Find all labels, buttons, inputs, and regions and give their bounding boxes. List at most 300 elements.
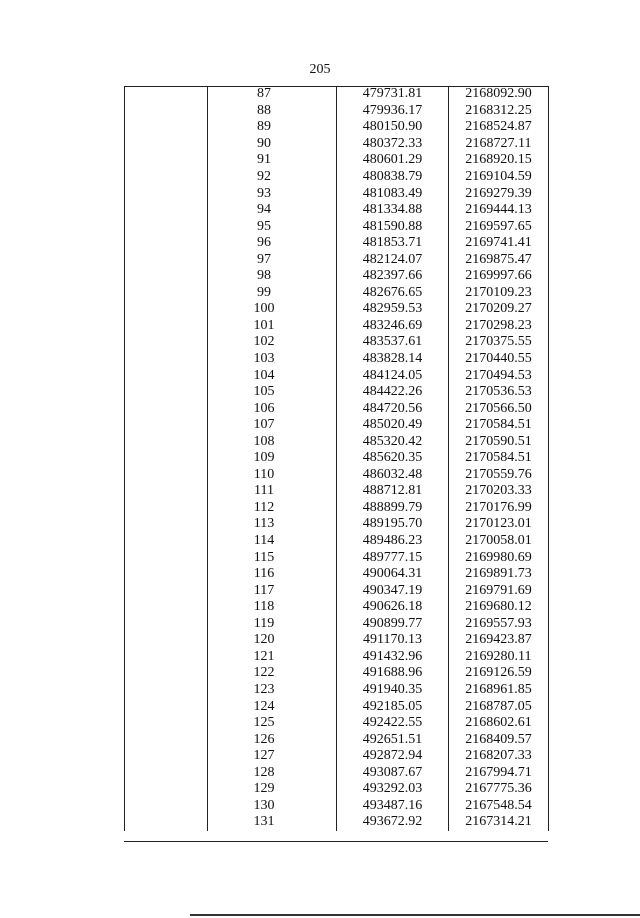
point-number-cell xyxy=(208,202,337,219)
point-number-text: 121 xyxy=(253,648,275,664)
x-coordinate-cell xyxy=(337,218,449,235)
x-coordinate-text: 481853.71 xyxy=(362,235,423,251)
point-number-cell xyxy=(208,417,337,434)
x-coordinate-text: 489486.23 xyxy=(362,533,423,549)
table-row xyxy=(125,731,549,748)
empty-cell xyxy=(125,218,208,235)
x-coordinate-cell xyxy=(337,616,449,633)
table-row xyxy=(125,235,549,252)
y-coordinate-cell xyxy=(449,152,549,169)
empty-cell xyxy=(125,285,208,302)
x-coordinate-text: 493087.67 xyxy=(362,764,423,780)
y-coordinate-cell xyxy=(449,185,549,202)
point-number-cell xyxy=(208,616,337,633)
y-coordinate-cell xyxy=(449,218,549,235)
empty-cell xyxy=(125,103,208,120)
empty-cell xyxy=(125,450,208,467)
y-coordinate-cell xyxy=(449,301,549,318)
point-number-cell xyxy=(208,351,337,368)
x-coordinate-cell xyxy=(337,417,449,434)
point-number-cell xyxy=(208,715,337,732)
point-number-text: 97 xyxy=(257,251,271,267)
y-coordinate-cell xyxy=(449,136,549,153)
x-coordinate-text: 490899.77 xyxy=(362,615,423,631)
y-coordinate-text: 2170536.53 xyxy=(465,384,532,400)
point-number-text: 119 xyxy=(253,615,275,631)
point-number-cell xyxy=(208,301,337,318)
point-number-cell xyxy=(208,433,337,450)
point-number-cell xyxy=(208,152,337,169)
table-row xyxy=(125,367,549,384)
x-coordinate-text: 490626.18 xyxy=(362,599,423,615)
y-coordinate-text: 2170176.99 xyxy=(465,499,532,515)
point-number-cell xyxy=(208,764,337,781)
point-number-cell xyxy=(208,798,337,815)
empty-cell xyxy=(125,698,208,715)
x-coordinate-cell xyxy=(337,433,449,450)
table-row xyxy=(125,136,549,153)
point-number-cell xyxy=(208,169,337,186)
empty-cell xyxy=(125,417,208,434)
empty-cell xyxy=(125,814,208,831)
y-coordinate-text: 2168727.11 xyxy=(465,135,532,151)
y-coordinate-text: 2170590.51 xyxy=(465,433,532,449)
y-coordinate-cell xyxy=(449,748,549,765)
y-coordinate-cell xyxy=(449,169,549,186)
x-coordinate-text: 482124.07 xyxy=(362,251,423,267)
x-coordinate-cell xyxy=(337,798,449,815)
point-number-text: 102 xyxy=(253,334,275,350)
point-number-cell xyxy=(208,367,337,384)
empty-cell xyxy=(125,351,208,368)
x-coordinate-cell xyxy=(337,516,449,533)
empty-cell xyxy=(125,549,208,566)
y-coordinate-text: 2169997.66 xyxy=(465,268,532,284)
y-coordinate-cell xyxy=(449,467,549,484)
point-number-text: 98 xyxy=(257,268,271,284)
empty-cell xyxy=(125,86,208,103)
point-number-text: 107 xyxy=(253,417,275,433)
x-coordinate-text: 486032.48 xyxy=(362,466,423,482)
table-row xyxy=(125,185,549,202)
table-row xyxy=(125,632,549,649)
point-number-text: 105 xyxy=(253,384,275,400)
table-row xyxy=(125,599,549,616)
point-number-cell xyxy=(208,632,337,649)
point-number-cell xyxy=(208,251,337,268)
x-coordinate-cell xyxy=(337,400,449,417)
point-number-text: 96 xyxy=(257,235,271,251)
point-number-cell xyxy=(208,748,337,765)
footer-rule xyxy=(190,914,640,916)
x-coordinate-text: 489777.15 xyxy=(362,549,423,565)
point-number-text: 89 xyxy=(257,119,271,135)
point-number-text: 118 xyxy=(253,599,275,615)
y-coordinate-cell xyxy=(449,500,549,517)
point-number-text: 92 xyxy=(257,169,271,184)
y-coordinate-text: 2169557.93 xyxy=(465,615,532,631)
point-number-cell xyxy=(208,136,337,153)
table-row xyxy=(125,268,549,285)
x-coordinate-cell xyxy=(337,632,449,649)
x-coordinate-text: 482397.66 xyxy=(362,268,423,284)
x-coordinate-text: 481334.88 xyxy=(362,202,423,218)
table-bottom-border xyxy=(124,841,548,842)
y-coordinate-cell xyxy=(449,417,549,434)
table-row xyxy=(125,301,549,318)
x-coordinate-text: 484422.26 xyxy=(362,384,423,400)
point-number-text: 126 xyxy=(253,731,275,747)
empty-cell xyxy=(125,136,208,153)
y-coordinate-text: 2170209.27 xyxy=(465,301,532,317)
point-number-text: 108 xyxy=(253,433,275,449)
y-coordinate-cell xyxy=(449,285,549,302)
y-coordinate-text: 2169423.87 xyxy=(465,632,532,648)
point-number-cell xyxy=(208,665,337,682)
point-number-text: 106 xyxy=(253,400,275,416)
empty-cell xyxy=(125,616,208,633)
y-coordinate-text: 2169791.69 xyxy=(465,582,532,598)
empty-cell xyxy=(125,582,208,599)
table-row xyxy=(125,152,549,169)
y-coordinate-text: 2170584.51 xyxy=(465,417,532,433)
table-row xyxy=(125,218,549,235)
table-row xyxy=(125,433,549,450)
x-coordinate-text: 481590.88 xyxy=(362,218,423,234)
point-number-cell xyxy=(208,285,337,302)
y-coordinate-cell xyxy=(449,119,549,136)
empty-cell xyxy=(125,798,208,815)
empty-cell xyxy=(125,781,208,798)
x-coordinate-cell xyxy=(337,781,449,798)
x-coordinate-text: 484720.56 xyxy=(362,400,423,416)
empty-cell xyxy=(125,748,208,765)
x-coordinate-text: 480838.79 xyxy=(362,169,423,184)
x-coordinate-cell xyxy=(337,450,449,467)
point-number-text: 88 xyxy=(257,102,271,118)
y-coordinate-text: 2170566.50 xyxy=(465,400,532,416)
x-coordinate-cell xyxy=(337,698,449,715)
x-coordinate-text: 481083.49 xyxy=(362,185,423,201)
x-coordinate-text: 492651.51 xyxy=(362,731,423,747)
table-row xyxy=(125,103,549,120)
y-coordinate-cell xyxy=(449,599,549,616)
x-coordinate-text: 493487.16 xyxy=(362,797,423,813)
point-number-text: 123 xyxy=(253,681,275,697)
x-coordinate-text: 480601.29 xyxy=(362,152,423,168)
point-number-cell xyxy=(208,450,337,467)
table-row xyxy=(125,500,549,517)
y-coordinate-cell xyxy=(449,814,549,831)
table-row xyxy=(125,616,549,633)
point-number-cell xyxy=(208,566,337,583)
point-number-text: 101 xyxy=(253,317,275,333)
point-number-cell xyxy=(208,318,337,335)
point-number-text: 87 xyxy=(257,86,271,102)
empty-cell xyxy=(125,665,208,682)
point-number-text: 91 xyxy=(257,152,271,168)
empty-cell xyxy=(125,301,208,318)
x-coordinate-text: 485620.35 xyxy=(362,450,423,466)
x-coordinate-text: 492422.55 xyxy=(362,715,423,731)
x-coordinate-text: 493672.92 xyxy=(362,814,423,830)
x-coordinate-cell xyxy=(337,268,449,285)
empty-cell xyxy=(125,731,208,748)
x-coordinate-cell xyxy=(337,715,449,732)
x-coordinate-cell xyxy=(337,682,449,699)
point-number-text: 131 xyxy=(253,814,275,830)
coordinates-table-body xyxy=(125,86,549,831)
y-coordinate-text: 2169597.65 xyxy=(465,218,532,234)
y-coordinate-text: 2170058.01 xyxy=(465,533,532,549)
x-coordinate-cell xyxy=(337,301,449,318)
table-row xyxy=(125,384,549,401)
page-number: 205 xyxy=(309,62,331,77)
y-coordinate-cell xyxy=(449,632,549,649)
empty-cell xyxy=(125,185,208,202)
x-coordinate-cell xyxy=(337,549,449,566)
x-coordinate-cell xyxy=(337,86,449,103)
table-row xyxy=(125,86,549,103)
y-coordinate-text: 2170440.55 xyxy=(465,351,532,367)
y-coordinate-cell xyxy=(449,649,549,666)
y-coordinate-cell xyxy=(449,665,549,682)
x-coordinate-cell xyxy=(337,136,449,153)
empty-cell xyxy=(125,682,208,699)
point-number-text: 120 xyxy=(253,632,275,648)
x-coordinate-text: 482676.65 xyxy=(362,284,423,300)
empty-cell xyxy=(125,202,208,219)
point-number-text: 103 xyxy=(253,351,275,367)
y-coordinate-cell xyxy=(449,582,549,599)
y-coordinate-text: 2170123.01 xyxy=(465,516,532,532)
point-number-text: 115 xyxy=(253,549,275,565)
x-coordinate-cell xyxy=(337,334,449,351)
point-number-cell xyxy=(208,731,337,748)
point-number-text: 104 xyxy=(253,367,275,383)
y-coordinate-text: 2169741.41 xyxy=(465,235,532,251)
point-number-cell xyxy=(208,698,337,715)
point-number-cell xyxy=(208,500,337,517)
point-number-cell xyxy=(208,235,337,252)
empty-cell xyxy=(125,632,208,649)
empty-cell xyxy=(125,533,208,550)
table-row xyxy=(125,334,549,351)
x-coordinate-cell xyxy=(337,500,449,517)
x-coordinate-text: 491688.96 xyxy=(362,665,423,681)
point-number-text: 128 xyxy=(253,764,275,780)
empty-cell xyxy=(125,599,208,616)
y-coordinate-text: 2169104.59 xyxy=(465,169,532,184)
table-row xyxy=(125,285,549,302)
y-coordinate-text: 2170203.33 xyxy=(465,483,532,499)
point-number-text: 93 xyxy=(257,185,271,201)
table-row xyxy=(125,665,549,682)
x-coordinate-text: 485020.49 xyxy=(362,417,423,433)
x-coordinate-text: 492872.94 xyxy=(362,748,423,764)
x-coordinate-cell xyxy=(337,202,449,219)
x-coordinate-cell xyxy=(337,384,449,401)
x-coordinate-cell xyxy=(337,814,449,831)
x-coordinate-cell xyxy=(337,599,449,616)
table-row xyxy=(125,781,549,798)
table-row xyxy=(125,814,549,831)
table-row xyxy=(125,764,549,781)
coordinates-table xyxy=(124,86,549,831)
y-coordinate-cell xyxy=(449,682,549,699)
y-coordinate-cell xyxy=(449,318,549,335)
point-number-cell xyxy=(208,185,337,202)
y-coordinate-cell xyxy=(449,616,549,633)
y-coordinate-text: 2168602.61 xyxy=(465,715,532,731)
x-coordinate-cell xyxy=(337,185,449,202)
y-coordinate-cell xyxy=(449,384,549,401)
table-row xyxy=(125,417,549,434)
x-coordinate-cell xyxy=(337,367,449,384)
y-coordinate-cell xyxy=(449,268,549,285)
y-coordinate-cell xyxy=(449,400,549,417)
empty-cell xyxy=(125,268,208,285)
empty-cell xyxy=(125,169,208,186)
y-coordinate-cell xyxy=(449,549,549,566)
table-row xyxy=(125,715,549,732)
point-number-text: 100 xyxy=(253,301,275,317)
x-coordinate-text: 480372.33 xyxy=(362,135,423,151)
y-coordinate-text: 2169280.11 xyxy=(465,648,532,664)
point-number-text: 122 xyxy=(253,665,275,681)
x-coordinate-text: 482959.53 xyxy=(362,301,423,317)
y-coordinate-cell xyxy=(449,516,549,533)
y-coordinate-text: 2168787.05 xyxy=(465,698,532,714)
point-number-cell xyxy=(208,268,337,285)
x-coordinate-cell xyxy=(337,285,449,302)
y-coordinate-cell xyxy=(449,202,549,219)
empty-cell xyxy=(125,235,208,252)
table-row xyxy=(125,549,549,566)
table-row xyxy=(125,698,549,715)
x-coordinate-text: 480150.90 xyxy=(362,119,423,135)
empty-cell xyxy=(125,334,208,351)
y-coordinate-cell xyxy=(449,367,549,384)
table-row xyxy=(125,533,549,550)
table-row xyxy=(125,400,549,417)
point-number-cell xyxy=(208,549,337,566)
y-coordinate-cell xyxy=(449,798,549,815)
x-coordinate-cell xyxy=(337,235,449,252)
point-number-text: 117 xyxy=(253,582,275,598)
table-row xyxy=(125,450,549,467)
point-number-text: 110 xyxy=(253,466,275,482)
y-coordinate-text: 2170494.53 xyxy=(465,367,532,383)
x-coordinate-text: 490347.19 xyxy=(362,582,423,598)
x-coordinate-cell xyxy=(337,169,449,186)
empty-cell xyxy=(125,483,208,500)
y-coordinate-cell xyxy=(449,533,549,550)
empty-cell xyxy=(125,516,208,533)
x-coordinate-cell xyxy=(337,251,449,268)
y-coordinate-text: 2170375.55 xyxy=(465,334,532,350)
table-row xyxy=(125,202,549,219)
table-row xyxy=(125,483,549,500)
y-coordinate-text: 2168409.57 xyxy=(465,731,532,747)
empty-cell xyxy=(125,764,208,781)
x-coordinate-cell xyxy=(337,483,449,500)
empty-cell xyxy=(125,119,208,136)
x-coordinate-cell xyxy=(337,351,449,368)
point-number-cell xyxy=(208,218,337,235)
point-number-cell xyxy=(208,483,337,500)
y-coordinate-text: 2168524.87 xyxy=(465,119,532,135)
x-coordinate-cell xyxy=(337,748,449,765)
x-coordinate-text: 483246.69 xyxy=(362,317,423,333)
x-coordinate-cell xyxy=(337,152,449,169)
x-coordinate-text: 483828.14 xyxy=(362,351,423,367)
empty-cell xyxy=(125,367,208,384)
table-row xyxy=(125,318,549,335)
point-number-cell xyxy=(208,516,337,533)
x-coordinate-cell xyxy=(337,649,449,666)
y-coordinate-text: 2169875.47 xyxy=(465,251,532,267)
x-coordinate-cell xyxy=(337,665,449,682)
table-row xyxy=(125,467,549,484)
y-coordinate-text: 2169279.39 xyxy=(465,185,532,201)
x-coordinate-cell xyxy=(337,533,449,550)
table-row xyxy=(125,516,549,533)
point-number-text: 111 xyxy=(254,483,274,499)
y-coordinate-text: 2169980.69 xyxy=(465,549,532,565)
y-coordinate-cell xyxy=(449,433,549,450)
y-coordinate-text: 2167775.36 xyxy=(465,781,532,797)
table-row xyxy=(125,251,549,268)
table-row xyxy=(125,649,549,666)
y-coordinate-text: 2167548.54 xyxy=(465,797,532,813)
y-coordinate-cell xyxy=(449,351,549,368)
y-coordinate-text: 2169444.13 xyxy=(465,202,532,218)
y-coordinate-text: 2169680.12 xyxy=(465,599,532,615)
x-coordinate-text: 491170.13 xyxy=(363,632,422,648)
y-coordinate-text: 2167314.21 xyxy=(465,814,532,830)
x-coordinate-text: 491940.35 xyxy=(362,681,423,697)
y-coordinate-text: 2170559.76 xyxy=(465,466,532,482)
y-coordinate-cell xyxy=(449,251,549,268)
x-coordinate-text: 493292.03 xyxy=(362,781,423,797)
x-coordinate-cell xyxy=(337,119,449,136)
y-coordinate-cell xyxy=(449,715,549,732)
y-coordinate-cell xyxy=(449,103,549,120)
empty-cell xyxy=(125,467,208,484)
x-coordinate-cell xyxy=(337,103,449,120)
x-coordinate-text: 488899.79 xyxy=(362,499,423,515)
y-coordinate-text: 2170109.23 xyxy=(465,284,532,300)
x-coordinate-cell xyxy=(337,764,449,781)
point-number-text: 94 xyxy=(257,202,271,218)
point-number-cell xyxy=(208,86,337,103)
x-coordinate-text: 479936.17 xyxy=(362,102,423,118)
empty-cell xyxy=(125,400,208,417)
y-coordinate-text: 2170584.51 xyxy=(465,450,532,466)
y-coordinate-text: 2168312.25 xyxy=(465,102,532,118)
empty-cell xyxy=(125,715,208,732)
x-coordinate-text: 489195.70 xyxy=(362,516,423,532)
x-coordinate-text: 490064.31 xyxy=(362,566,423,582)
empty-cell xyxy=(125,384,208,401)
y-coordinate-text: 2170298.23 xyxy=(465,317,532,333)
point-number-text: 127 xyxy=(253,748,275,764)
point-number-text: 109 xyxy=(253,450,275,466)
table-row xyxy=(125,566,549,583)
table-row xyxy=(125,119,549,136)
y-coordinate-cell xyxy=(449,235,549,252)
